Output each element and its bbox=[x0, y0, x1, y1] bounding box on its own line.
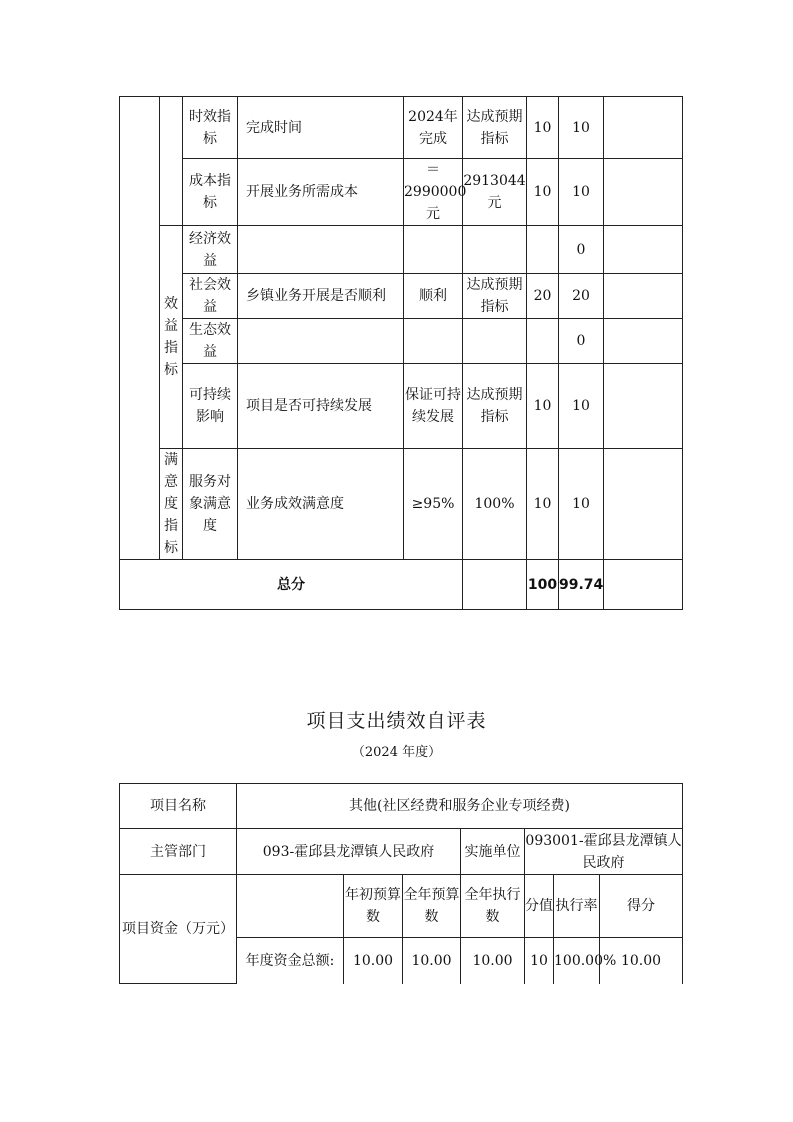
score-sustainable: 10 bbox=[559, 364, 604, 449]
note-ecological bbox=[604, 319, 683, 364]
weight-satisfaction: 10 bbox=[527, 449, 559, 560]
funds-exec-rate: 100.00% bbox=[554, 938, 600, 984]
indicator-social: 乡镇业务开展是否顺利 bbox=[238, 274, 404, 319]
indicator-timeliness: 完成时间 bbox=[238, 97, 404, 159]
funds-annual-exec: 10.00 bbox=[461, 938, 525, 984]
score-ecological: 0 bbox=[559, 319, 604, 364]
level2-blank-cell bbox=[160, 97, 183, 226]
header-annual-budget: 全年预算数 bbox=[403, 875, 461, 938]
indicator-cost: 开展业务所需成本 bbox=[238, 159, 404, 226]
category-economic: 经济效益 bbox=[183, 226, 238, 274]
funds-score: 10.00 bbox=[600, 938, 683, 984]
page-subtitle: （2024 年度） bbox=[351, 745, 442, 760]
target-timeliness: 2024年完成 bbox=[404, 97, 463, 159]
funds-initial-budget: 10.00 bbox=[344, 938, 403, 984]
header-exec-rate: 执行率 bbox=[554, 875, 600, 938]
indicator-sustainable: 项目是否可持续发展 bbox=[238, 364, 404, 449]
target-cost: ＝2990000元 bbox=[404, 159, 463, 226]
weight-timeliness: 10 bbox=[527, 97, 559, 159]
header-annual-exec: 全年执行数 bbox=[461, 875, 525, 938]
indicator-ecological bbox=[238, 319, 404, 364]
indicator-satisfaction: 业务成效满意度 bbox=[238, 449, 404, 560]
performance-table-continued bbox=[119, 96, 683, 610]
total-blank-cell bbox=[463, 560, 527, 610]
note-sustainable bbox=[604, 364, 683, 449]
dept-value: 093-霍邱县龙潭镇人民政府 bbox=[237, 829, 461, 875]
score-timeliness: 10 bbox=[559, 97, 604, 159]
target-social: 顺利 bbox=[404, 274, 463, 319]
category-social: 社会效益 bbox=[183, 274, 238, 319]
weight-cost: 10 bbox=[527, 159, 559, 226]
score-cost: 10 bbox=[559, 159, 604, 226]
project-name-label: 项目名称 bbox=[120, 784, 237, 829]
actual-satisfaction: 100% bbox=[463, 449, 527, 560]
actual-social: 达成预期指标 bbox=[463, 274, 527, 319]
weight-social: 20 bbox=[527, 274, 559, 319]
group-benefit: 效益指标 bbox=[160, 226, 183, 449]
target-ecological bbox=[404, 319, 463, 364]
score-social: 20 bbox=[559, 274, 604, 319]
target-sustainable: 保证可持续发展 bbox=[404, 364, 463, 449]
score-economic: 0 bbox=[559, 226, 604, 274]
funds-total-label: 年度资金总额: bbox=[237, 938, 344, 984]
header-weight: 分值 bbox=[525, 875, 554, 938]
note-economic bbox=[604, 226, 683, 274]
category-sustainable: 可持续影响 bbox=[183, 364, 238, 449]
project-info-table bbox=[119, 783, 683, 984]
weight-ecological bbox=[527, 319, 559, 364]
impl-label: 实施单位 bbox=[461, 829, 525, 875]
actual-ecological bbox=[463, 319, 527, 364]
weight-sustainable: 10 bbox=[527, 364, 559, 449]
note-satisfaction bbox=[604, 449, 683, 560]
funds-weight: 10 bbox=[525, 938, 554, 984]
category-ecological: 生态效益 bbox=[183, 319, 238, 364]
actual-timeliness: 达成预期指标 bbox=[463, 97, 527, 159]
header-score: 得分 bbox=[600, 875, 683, 938]
category-cost: 成本指标 bbox=[183, 159, 238, 226]
dept-label: 主管部门 bbox=[120, 829, 237, 875]
group-satisfaction: 满意度指标 bbox=[160, 449, 183, 560]
weight-economic bbox=[527, 226, 559, 274]
target-economic bbox=[404, 226, 463, 274]
level1-blank-cell bbox=[120, 97, 160, 560]
actual-economic bbox=[463, 226, 527, 274]
project-name-value: 其他(社区经费和服务企业专项经费) bbox=[237, 784, 683, 829]
actual-cost: 2913044元 bbox=[463, 159, 527, 226]
header-initial-budget: 年初预算数 bbox=[344, 875, 403, 938]
category-satisfaction: 服务对象满意度 bbox=[183, 449, 238, 560]
funds-header-blank bbox=[237, 875, 344, 938]
total-label: 总分 bbox=[120, 560, 463, 610]
note-cost bbox=[604, 159, 683, 226]
indicator-economic bbox=[238, 226, 404, 274]
category-timeliness: 时效指标 bbox=[183, 97, 238, 159]
note-timeliness bbox=[604, 97, 683, 159]
actual-sustainable: 达成预期指标 bbox=[463, 364, 527, 449]
page-title: 项目支出绩效自评表 bbox=[306, 710, 487, 732]
funds-annual-budget: 10.00 bbox=[403, 938, 461, 984]
target-satisfaction: ≥95% bbox=[404, 449, 463, 560]
impl-value: 093001-霍邱县龙潭镇人民政府 bbox=[525, 829, 683, 875]
note-social bbox=[604, 274, 683, 319]
score-satisfaction: 10 bbox=[559, 449, 604, 560]
total-note bbox=[604, 560, 683, 610]
total-score: 99.74 bbox=[559, 560, 604, 610]
total-weight: 100 bbox=[527, 560, 559, 610]
funds-label: 项目资金（万元） bbox=[120, 875, 237, 984]
